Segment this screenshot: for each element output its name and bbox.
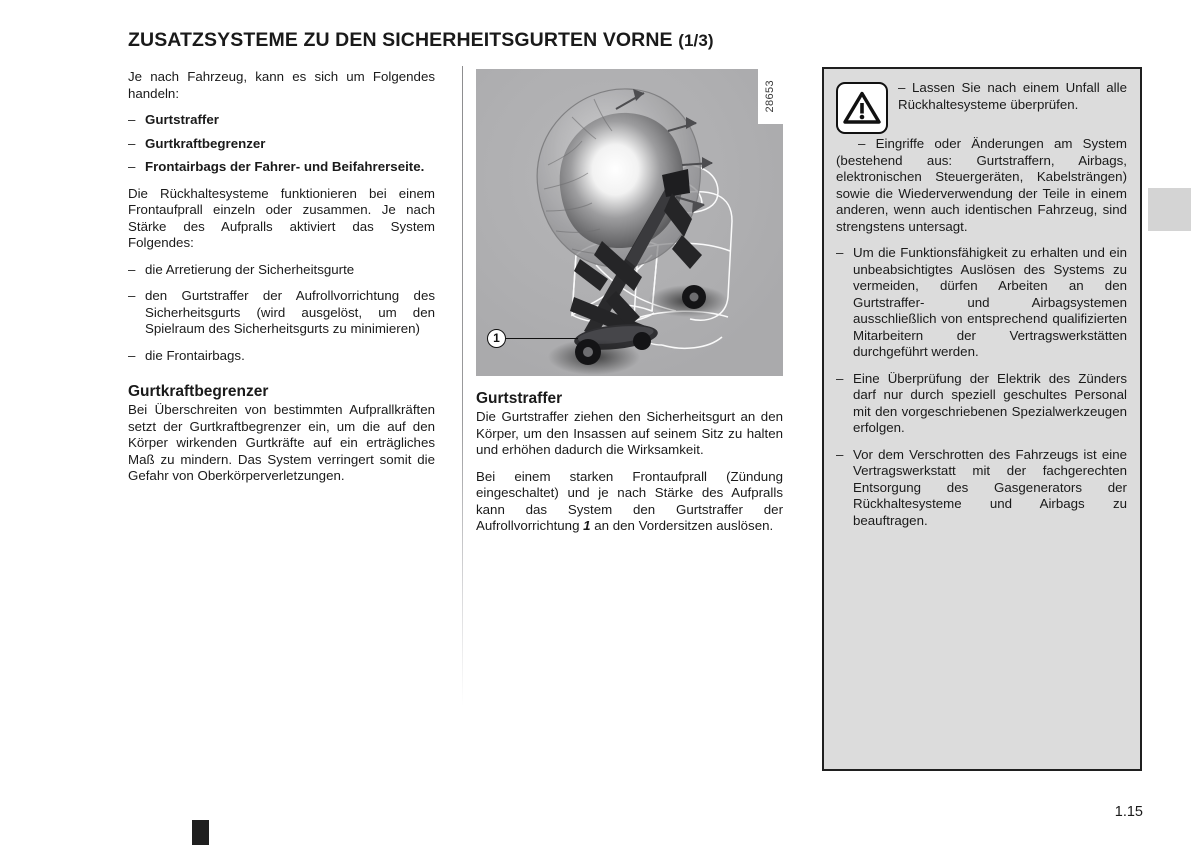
figure-airbag-pretensioner-illustration bbox=[476, 69, 783, 376]
warning-item-2: – Eingriffe oder Änderungen am System (bestehend aus: Gurtstraffern, Airbags, elektronischen Steuergeräten, Kabelsträngen) sowie die Wiederverwendung der Teile in einem anderen, wenn auch identischen Fahrzeug, sind strengstens untersagt. bbox=[836, 136, 1127, 234]
section-edge-mark bbox=[192, 820, 209, 845]
left-column bbox=[128, 69, 435, 485]
callout-leader-line bbox=[506, 338, 578, 340]
warning-box bbox=[822, 67, 1142, 771]
list-item-label: Gurtkraftbegrenzer bbox=[145, 135, 266, 151]
list-item bbox=[128, 262, 435, 279]
warning-item-3 bbox=[836, 245, 1127, 361]
callout-number: 1 bbox=[487, 329, 506, 348]
section-heading-gurtkraftbegrenzer: Gurtkraftbegrenzer bbox=[128, 383, 269, 400]
dash-marker: – bbox=[836, 370, 844, 386]
warning-triangle-icon bbox=[836, 82, 888, 134]
left-paragraph-2: Bei Überschreiten von bestimmten Aufprallkräften setzt der Gurtkraftbegrenzer ein, um die auf den Körper wirkenden Gurtkräfte auf ein erträgliches Maß zu mindern. Das System verringert somit die Gefahr von Oberkörperverletzungen. bbox=[128, 402, 435, 483]
middle-paragraph-2-a: Bei einem starken Frontaufprall (Zündung eingeschaltet) und je nach Stärke des Aufpralls kann das System den Gurtstraffer der Aufrollvorrichtung bbox=[476, 468, 783, 533]
middle-paragraph-2-b: an den Vordersitzen auslösen. bbox=[594, 518, 774, 533]
list-item bbox=[128, 159, 435, 176]
list-item bbox=[128, 348, 435, 365]
warning-item-4 bbox=[836, 371, 1127, 437]
figure-reference-code-text: 28653 bbox=[764, 80, 777, 113]
dash-marker: – bbox=[128, 288, 136, 303]
list-item bbox=[128, 112, 435, 129]
warning-item-3-text: Um die Funktionsfähigkeit zu erhalten und ein unbeabsichtigtes Auslösen des Systems zu vermeiden, dürfen Arbeiten an den Gurtstraffer- und Airbagsystemen ausschließlich von entsprechend qualifizierten Mitarbeitern der Vertragswerkstätten durchgeführt werden. bbox=[853, 245, 1127, 359]
dash-marker: – bbox=[128, 112, 136, 127]
warning-item-5 bbox=[836, 447, 1127, 530]
middle-paragraph-2 bbox=[476, 469, 783, 535]
warning-item-1-text: Lassen Sie nach einem Unfall alle Rückhaltesysteme überprüfen. bbox=[898, 80, 1127, 112]
list-item bbox=[128, 136, 435, 153]
list-item-label: die Arretierung der Sicherheitsgurte bbox=[145, 261, 355, 277]
list-item bbox=[128, 288, 435, 338]
list-item-label: die Frontairbags. bbox=[145, 347, 245, 363]
dash-marker: – bbox=[128, 135, 136, 151]
list-item-label: Gurtstraffer bbox=[145, 112, 219, 127]
page-title bbox=[128, 29, 714, 52]
page-number: 1.15 bbox=[1114, 804, 1143, 820]
column-divider-left bbox=[462, 66, 463, 706]
list-item-label: Frontairbags der Fahrer- und Beifahrerseite. bbox=[145, 159, 425, 174]
page-title-text: ZUSATZSYSTEME ZU DEN SICHERHEITSGURTEN VORNE bbox=[128, 29, 673, 51]
section-heading-gurtstraffer: Gurtstraffer bbox=[476, 390, 563, 407]
warning-item-4-text: Eine Überprüfung der Elektrik des Zünders darf nur durch speziell geschultes Personal mit den vorgeschriebenen Spezialwerkzeugen erfolgen. bbox=[853, 370, 1127, 435]
section-tab-marker bbox=[1148, 188, 1191, 231]
dash-marker: – bbox=[128, 261, 136, 277]
warning-item-5-text: Vor dem Verschrotten des Fahrzeugs ist eine Vertragswerkstatt mit der fachgerechten Entsorgung des Gasgenerators der Rückhaltesysteme und Airbags zu beauftragen. bbox=[853, 446, 1127, 528]
dash-marker: – bbox=[128, 347, 136, 363]
dash-marker: – bbox=[836, 245, 844, 260]
middle-column bbox=[476, 69, 783, 535]
part-reference-1: 1 bbox=[583, 518, 591, 533]
dash-marker: – bbox=[836, 446, 844, 462]
dash-marker: – bbox=[898, 80, 906, 95]
figure-reference-code bbox=[758, 69, 783, 124]
dash-marker: – bbox=[128, 159, 136, 174]
left-paragraph-1: Die Rückhaltesysteme funktionieren bei einem Frontaufprall einzeln oder zusammen. Je nach Stärke des Aufpralls aktiviert das System Folgendes: bbox=[128, 185, 435, 250]
warning-triangle-glyph bbox=[843, 91, 881, 125]
list-item-label: den Gurtstraffer der Aufrollvorrichtung des Sicherheitsgurts (wird ausgelöst, um den Spielraum des Sicherheitsgurts zu minimieren) bbox=[145, 288, 435, 336]
figure-callout-1 bbox=[487, 329, 578, 348]
left-intro-paragraph: Je nach Fahrzeug, kann es sich um Folgendes handeln: bbox=[128, 69, 435, 101]
page-title-fraction: (1/3) bbox=[678, 31, 714, 50]
middle-paragraph-1: Die Gurtstraffer ziehen den Sicherheitsgurt an den Körper, um den Insassen auf seinem Sitz zu halten und erhöhen dadurch die Wirksamkeit. bbox=[476, 409, 783, 457]
